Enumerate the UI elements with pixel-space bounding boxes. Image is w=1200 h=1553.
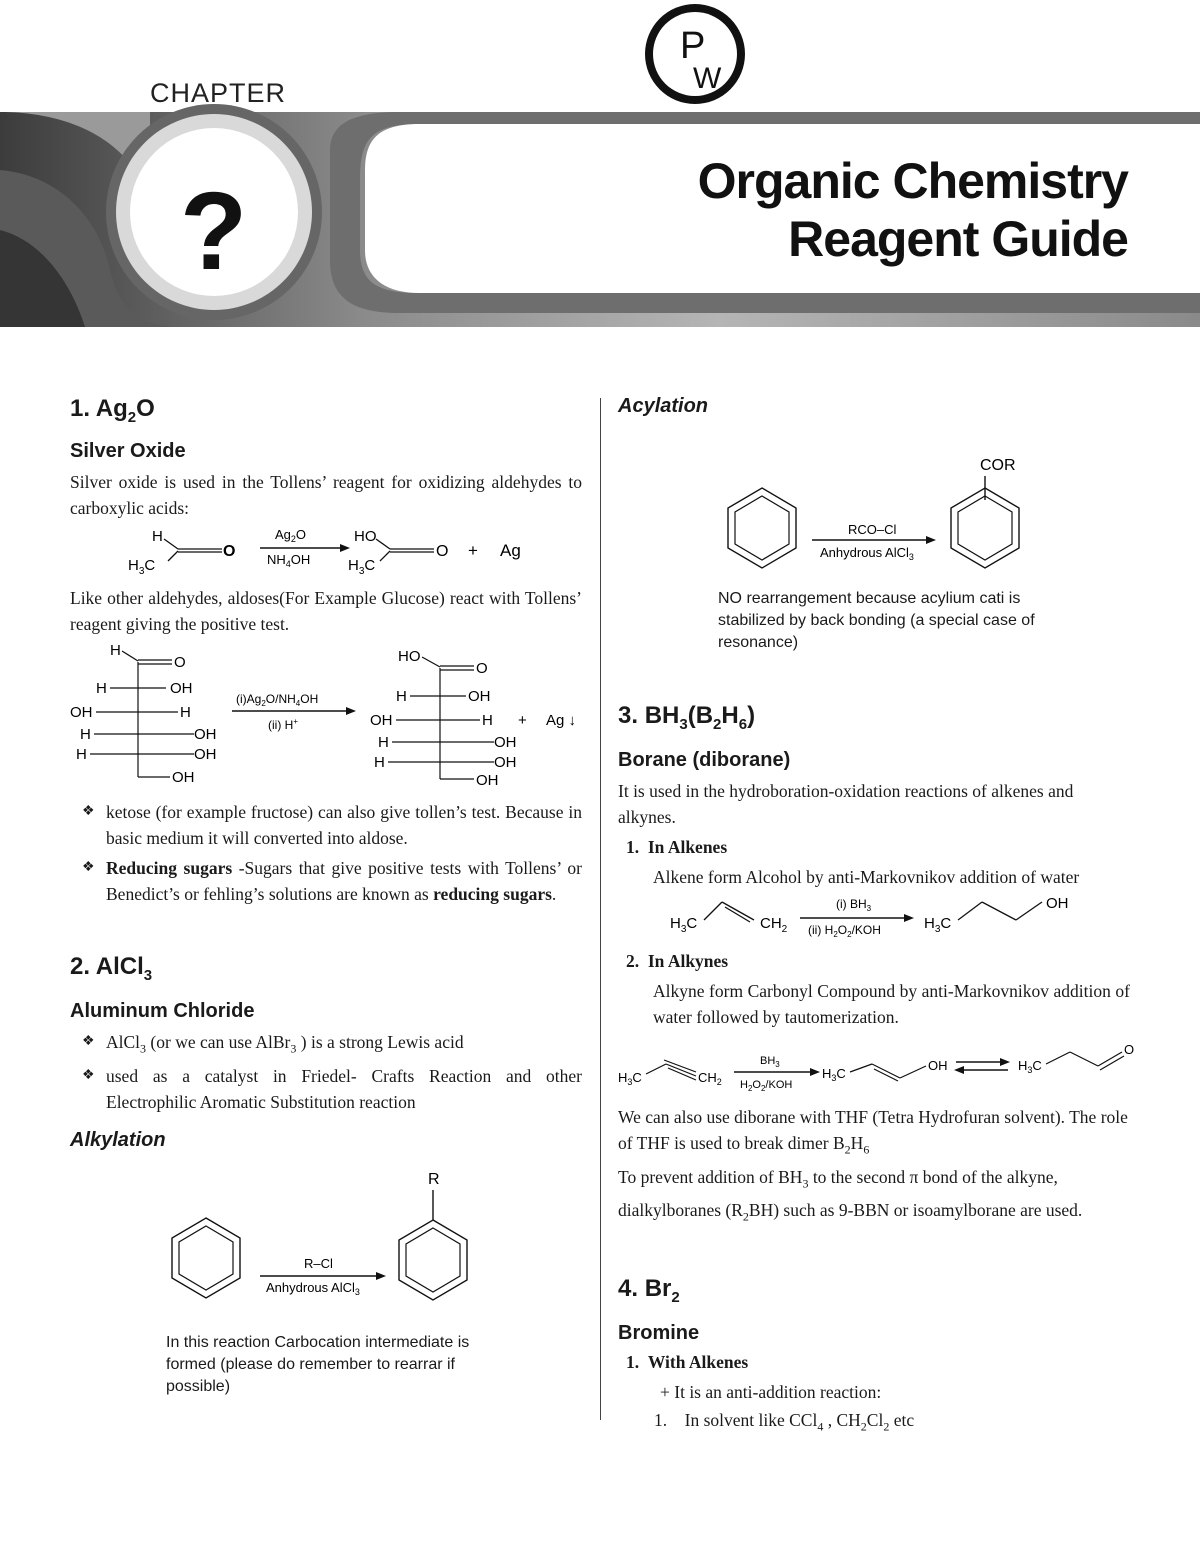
svg-text:OH: OH [70,703,93,721]
svg-text:OH: OH [170,679,193,697]
section-3-paragraph-2: We can also use diborane with THF (Tetra Hydrofuran solvent). The role of THF is used to break dimer $B_2H_6$ [618,1106,1128,1157]
svg-text:W: W [693,62,722,95]
section-1-heading: 1. $Ag_2O$ [70,395,155,426]
svg-text:H: H [180,703,191,721]
acylation-reagent-top: RCO–Cl [848,522,897,537]
section-2-heading: 2. AlCl$_3$ [70,952,153,984]
section-1-paragraph-2: Like other aldehydes, aldoses(For Example Glucose) react with Tollens’ reagent giving the positive test. [70,587,582,634]
acylation-substituent: COR [980,457,1016,474]
section-1-subtitle: Silver Oxide [70,439,186,462]
bullet-reducing-sugars: ❖ Reducing sugars -Sugars that give positive tests with Tollens’ or Benedict’s or fehling’s solutions are known as reducing sugars. [82,857,582,904]
section-3-heading: 3. $BH_3(B_2H_6)$ [618,702,756,733]
item-alkynes-text: Alkyne form Carbonyl Compound by anti-Markovnikov addition of water followed by tautomerization. [653,980,1130,1027]
rxn1-plus: + [468,540,478,560]
svg-text:H: H [76,745,87,763]
alkyne-reagent-bottom: $H_2O_2$/KOH [740,1078,793,1093]
svg-text:H: H [96,679,107,697]
page-title-line1: Organic Chemistry [697,153,1128,209]
rxn1-reagent-bottom: $NH_4OH$ [267,551,311,569]
alkyne-reagent-top: $BH_3$ [760,1054,780,1069]
svg-text:H: H [374,753,385,771]
acylation-note: NO rearrangement because acylium cati is stabilized by back bonding (a special case of resonance) [718,590,1035,651]
svg-text:OH: OH [194,725,217,743]
pw-logo [645,4,745,104]
svg-text:H3C: $H_3C$ [822,1065,846,1083]
glucose-ag: Ag ↓ [546,711,577,729]
section-3-paragraph-3: To prevent addition of $BH_3$ to the second π bond of the alkyne, dialkylboranes $(R_2BH)$ such as 9-BBN or isoamylborane are used. [618,1167,1083,1224]
anti-addition-bullet: + It is an anti-addition reaction: [660,1382,882,1403]
section-2-subtitle: Aluminum Chloride [70,999,255,1022]
alkylation-reagent-bottom: Anhydrous AlCl$_3$ [266,1280,360,1298]
rxn1-h-label: H [152,527,163,545]
svg-text:O: O [476,659,488,677]
svg-text:OH: OH [172,768,195,786]
svg-text:H3C: $H_3C$ [618,1069,642,1087]
alkyne-product-o: O [1124,1041,1135,1057]
alkylation-substituent: R [428,1171,440,1189]
alkene-reagent-top: (i) $BH_3$ [836,896,872,913]
svg-text:H: H [110,641,121,659]
section-3-subtitle: Borane (diborane) [618,748,791,771]
svg-text:HO: HO [398,647,421,665]
alkylation-heading: Alkylation [70,1129,166,1152]
svg-text:H3C: $H_3C$ [1018,1057,1042,1075]
svg-text:H: H [378,733,389,751]
item-alkynes-heading: 2. In Alkynes [626,950,729,971]
svg-text:CH2: $CH_2$ [698,1069,722,1087]
svg-text:H3C: $H_3C$ [924,914,952,935]
glucose-tollens-diagram [70,639,582,791]
alkylation-diagram [70,1158,582,1358]
glucose-reagent-bottom: (ii) H+ [268,716,298,732]
chapter-label: CHAPTER [150,78,287,108]
rxn1-ho-label: HO [354,527,377,545]
acylation-heading: Acylation [618,395,709,417]
svg-text:OH: OH [370,711,393,729]
rxn1-product-o-label: O [436,542,449,560]
alkene-product-oh: OH [1046,894,1069,912]
acylation-reagent-bottom: Anhydrous AlCl$_3$ [820,545,914,562]
svg-text:OH: OH [476,771,499,789]
svg-text:CH2: $CH_2$ [760,914,788,935]
section-1-paragraph-1: Silver oxide is used in the Tollens’ reagent for oxidizing aldehydes to carboxylic acids: [70,471,582,518]
glucose-reagent-top: $(i)Ag_2O/NH_4OH$ [236,691,319,708]
column-divider [600,398,601,1420]
tollens-reaction-diagram [70,521,582,577]
rxn1-product-h3c: $H_3C$ [348,556,376,577]
acylation-diagram [618,424,1130,574]
right-column [618,395,1135,1440]
section-3-paragraph-1: It is used in the hydroboration-oxidation reactions of alkenes and alkynes. [618,780,1074,827]
svg-text:OH: OH [494,753,517,771]
svg-text:OH: OH [494,733,517,751]
left-column [70,395,582,1398]
alkene-hydroboration-diagram [618,890,1130,940]
solvent-item: 1. In solvent like CCl$_4$ , $CH_2Cl_2$ etc [654,1410,915,1434]
svg-text:OH: OH [468,687,491,705]
section-4-heading: 4. $Br_2$ [618,1275,680,1307]
alkylation-reagent-top: R–Cl [304,1256,333,1272]
alkene-reagent-bottom: (ii) $H_2O_2$/KOH [808,922,881,939]
rxn1-ag: Ag [500,540,521,560]
bullet-friedel-crafts: ❖ used as a catalyst in Friedel- Crafts Reaction and other Electrophilic Aromatic Substitution reaction [82,1066,582,1113]
svg-text:H: H [396,687,407,705]
item-alkenes-heading: 1. In Alkenes [626,836,728,857]
rxn1-reagent-top: $Ag_2O$ [275,526,307,544]
item-alkenes-text: Alkene form Alcohol by anti-Markovnikov addition of water [653,866,1080,887]
alkyne-hydroboration-diagram [618,1036,1135,1096]
svg-text:H3C: $H_3C$ [670,914,698,935]
chapter-number: ? [180,170,248,293]
bullet-lewis-acid: ❖ AlCl$_3$ (or we can use AlBr$_3$ ) is a strong Lewis acid [82,1031,464,1056]
section-4-subtitle: Bromine [618,1322,700,1345]
bullet-ketose: ❖ ketose (for example fructose) can also give tollen’s test. Because in basic medium it will converted into aldose. [82,801,582,848]
rxn1-h3c-label: $H_3C$ [128,556,156,577]
svg-text:P: P [680,25,706,67]
svg-text:OH: OH [194,745,217,763]
rxn1-o-label: O [223,542,236,560]
item-with-alkenes-heading: 1. With Alkenes [626,1352,749,1373]
svg-text:H: H [482,711,493,729]
page-title-line2: Reagent Guide [788,211,1128,267]
svg-text:H: H [80,725,91,743]
alkylation-note: In this reaction Carbocation intermediate is formed (please do remember to rearrar if possible) [166,1334,470,1396]
glucose-plus: + [518,711,527,729]
alkyne-enol-oh: OH [928,1057,948,1073]
svg-text:O: O [174,653,186,671]
